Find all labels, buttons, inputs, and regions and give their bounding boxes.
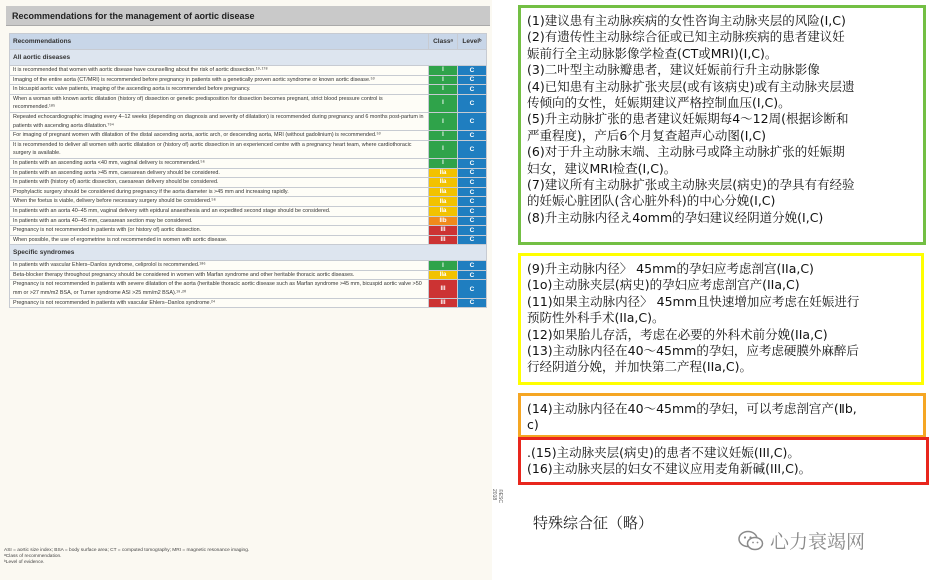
recommendation-text: When possible, the use of ergometrine is not recommended in women with aortic disease. <box>10 235 429 245</box>
recommendation-text: When the foetus is viable, delivery before necessary surgery should be considered.⁵⁶ <box>10 197 429 207</box>
table-row <box>10 261 487 271</box>
text-line: 妇女，建议MRI检查(I,C)。 <box>527 160 677 176</box>
level-badge: C <box>458 226 487 236</box>
table-row <box>10 197 487 207</box>
recommendation-text: Repeated echocardiographic imaging every 4–12 weeks (depending on diagnosis and severity of dilatation) is recommended during pregnancy and 6 months post-partum in patients with ascending aorta dilatation.⁷⁹⁴ <box>10 112 429 130</box>
text-line: (14)主动脉内径在40～45mm的孕妇，可以考虑剖宫产(Ⅱb, <box>527 401 857 416</box>
footnote: ᵃClass of recommendation. <box>4 554 62 559</box>
class-badge: IIa <box>429 168 458 178</box>
text-line: 行经阴道分娩，并加快第二产程(IIa,C)。 <box>527 359 752 375</box>
level-badge: C <box>458 75 487 85</box>
table-row <box>10 280 487 298</box>
text-line: 的妊娠心脏团队(含心脏外科)的中心分娩(I,C) <box>527 193 776 209</box>
table-header <box>10 34 487 50</box>
level-badge: C <box>458 112 487 130</box>
level-badge: C <box>458 131 487 141</box>
level-badge: C <box>458 158 487 168</box>
yellow-box-class-iia <box>518 253 924 385</box>
text-line: (16)主动脉夹层的妇女不建议应用麦角新碱(III,C)。 <box>527 461 812 476</box>
footnote: ᵇLevel of evidence. <box>4 560 45 565</box>
text-line: (13)主动脉内径在40～45mm的孕妇，应考虑硬膜外麻醉后 <box>527 343 859 359</box>
recommendation-text: In patients with vascular Ehlers–Danlos syndrome, celiprolol is recommended.¹⁸⁶ <box>10 261 429 271</box>
class-badge: I <box>429 75 458 85</box>
class-badge: III <box>429 280 458 298</box>
copyright-label: ©ESC 2018 <box>490 489 503 503</box>
recommendation-text: In patients with an ascending aorta <40 mm, vaginal delivery is recommended.⁵⁶ <box>10 158 429 168</box>
table-row <box>10 226 487 236</box>
recommendation-text: When a woman with known aortic dilatation (history of) dissection or genetic predisposition for dissection becomes pregnant, strict blood pressure control is recommended.¹⁸⁵ <box>10 94 429 112</box>
class-badge: IIa <box>429 178 458 188</box>
class-badge: III <box>429 226 458 236</box>
text-line: 预防性外科手术(IIa,C)。 <box>527 310 665 326</box>
class-badge: IIa <box>429 206 458 216</box>
text-line: (2)有遗传性主动脉综合征或已知主动脉疾病的患者建议妊 <box>527 29 845 45</box>
class-badge: IIb <box>429 216 458 226</box>
text-line: (5)升主动脉扩张的患者建议妊娠期每4～12周(根据诊断和 <box>527 111 849 127</box>
recommendation-text: In patients with an aorta 40–45 mm, caesarean section may be considered. <box>10 216 429 226</box>
class-badge: I <box>429 66 458 76</box>
level-badge: C <box>458 140 487 158</box>
recommendation-text: It is recommended that women with aortic disease have counselling about the risk of aortic dissection.¹⁹·¹⁷⁸ <box>10 66 429 76</box>
footnotes <box>4 548 249 566</box>
text-line: (3)二叶型主动脉瓣患者，建议妊娠前行升主动脉影像 <box>527 62 820 78</box>
table-row <box>10 75 487 85</box>
class-badge: I <box>429 94 458 112</box>
table-row <box>10 158 487 168</box>
text-line: (9)升主动脉内径〉 45mm的孕妇应考虑剖宫(IIa,C) <box>527 261 814 276</box>
watermark <box>738 527 865 554</box>
level-badge: C <box>458 94 487 112</box>
class-badge: I <box>429 261 458 271</box>
text-line: 娠前行全主动脉影像学检查(CT或MRI)(I,C)。 <box>527 45 778 61</box>
recommendation-text: Pregnancy is not recommended in patients with severe dilatation of the aorta (heritable thoracic aortic disease such as Marfan syndrome >45 mm, bicuspid aortic valve >50 mm or >27 mm/m2 BSA, or Turner syndrome ASI >25 mm/m2 BSA).¹⁹·²⁰ <box>10 280 429 298</box>
table-row <box>10 206 487 216</box>
recommendation-text: In patients with an ascending aorta >45 mm, caesarean delivery should be considered. <box>10 168 429 178</box>
recommendation-text: In patients with (history of) aortic dissection, caesarean delivery should be considered. <box>10 178 429 188</box>
text-line: (12)如果胎儿存活，考虑在必要的外科术前分娩(IIa,C) <box>527 326 828 342</box>
recommendation-text: It is recommended to deliver all women with aortic dilatation or (history of) aortic dissection in an experienced centre with a pregnancy heart team, where cardiothoracic surgery is available. <box>10 140 429 158</box>
level-badge: C <box>458 178 487 188</box>
recommendation-text: Pregnancy is not recommended in patients with (or history of) aortic dissection. <box>10 226 429 236</box>
text-line: c) <box>527 417 539 432</box>
table-row <box>10 178 487 188</box>
recommendation-text: Imaging of the entire aorta (CT/MRI) is recommended before pregnancy in patients with a genetically proven aortic syndrome or known aortic disease.⁵³ <box>10 75 429 85</box>
recommendation-text: Prophylactic surgery should be considered during pregnancy if the aorta diameter is >45 mm and increasing rapidly. <box>10 187 429 197</box>
class-badge: IIa <box>429 197 458 207</box>
recommendation-text: Pregnancy is not recommended in patients with vascular Ehlers–Danlos syndrome.²⁴ <box>10 298 429 308</box>
watermark-text: 心力衰竭网 <box>770 531 866 553</box>
wechat-icon <box>738 530 764 552</box>
class-badge: I <box>429 131 458 141</box>
level-badge: C <box>458 270 487 280</box>
text-line: .(15)主动脉夹层(病史)的患者不建议妊娠(III,C)。 <box>527 445 800 460</box>
header-class: Classᵃ <box>429 34 458 50</box>
header-level: Levelᵇ <box>458 34 487 50</box>
level-badge: C <box>458 66 487 76</box>
text-line: (8)升主动脉内径え4omm的孕妇建议经阴道分娩(I,C) <box>527 209 824 225</box>
green-box-class-i <box>518 5 926 245</box>
class-badge: III <box>429 235 458 245</box>
table-row <box>10 216 487 226</box>
table-row <box>10 94 487 112</box>
class-badge: I <box>429 85 458 95</box>
level-badge: C <box>458 197 487 207</box>
text-line: (1o)主动脉夹层(病史)的孕妇应考虑剖宫产(IIa,C) <box>527 277 800 293</box>
table-row <box>10 85 487 95</box>
section-header <box>10 245 487 261</box>
recommendation-text: For imaging of pregnant women with dilatation of the distal ascending aorta, aortic arch, or descending aorta, MRI (without gadolinium) is recommended.⁵³ <box>10 131 429 141</box>
table-row <box>10 168 487 178</box>
table-row <box>10 112 487 130</box>
text-line: (1)建议患有主动脉疾病的女性咨询主动脉夹层的风险(I,C) <box>527 13 846 28</box>
text-line: (7)建议所有主动脉扩张或主动脉夹层(病史)的孕具有有经验 <box>527 177 855 193</box>
text-line: (11)如果主动脉内径〉 45mm且快速增加应考虑在妊娠进行 <box>527 293 860 309</box>
section-title: All aortic diseases <box>10 50 487 66</box>
orange-box-class-iib <box>518 393 926 438</box>
class-badge: I <box>429 158 458 168</box>
table-row <box>10 270 487 280</box>
footnote: ASI = aortic size index; BSA = body surface area; CT = computed tomography; MRI = magnetic resonance imaging. <box>4 548 250 553</box>
class-badge: I <box>429 112 458 130</box>
text-line: (4)已知患有主动脉扩张夹层(或有该病史)或有主动脉夹层遗 <box>527 78 855 94</box>
class-badge: III <box>429 298 458 308</box>
table-row <box>10 187 487 197</box>
level-badge: C <box>458 168 487 178</box>
table-row <box>10 66 487 76</box>
table-row <box>10 298 487 308</box>
text-line: 严重程度)，产后6个月复查超声心动图(I,C) <box>527 127 766 143</box>
section-header <box>10 50 487 66</box>
class-badge: IIa <box>429 187 458 197</box>
special-syndromes-note: 特殊综合征（略） <box>533 514 654 532</box>
level-badge: C <box>458 85 487 95</box>
section-title: Specific syndromes <box>10 245 487 261</box>
recommendation-text: In patients with an aorta 40–45 mm, vaginal delivery with epidural anaesthesia and an expedited second stage should be considered. <box>10 206 429 216</box>
level-badge: C <box>458 206 487 216</box>
level-badge: C <box>458 280 487 298</box>
text-line: (6)对于升主动脉末端、主动脉弓或降主动脉扩张的妊娠期 <box>527 144 845 160</box>
level-badge: C <box>458 298 487 308</box>
recommendation-text: In bicuspid aortic valve patients, imaging of the ascending aorta is recommended before pregnancy. <box>10 85 429 95</box>
header-recommendations: Recommendations <box>10 34 429 50</box>
table-row <box>10 235 487 245</box>
table-row <box>10 131 487 141</box>
doc-title: Recommendations for the management of aortic disease <box>6 6 490 26</box>
red-box-class-iii <box>518 437 929 485</box>
table-row <box>10 140 487 158</box>
class-badge: I <box>429 140 458 158</box>
class-badge: IIa <box>429 270 458 280</box>
recommendations-table <box>9 33 487 308</box>
level-badge: C <box>458 216 487 226</box>
level-badge: C <box>458 187 487 197</box>
recommendation-text: Beta-blocker therapy throughout pregnancy should be considered in women with Marfan syndrome and other heritable thoracic aortic diseases. <box>10 270 429 280</box>
level-badge: C <box>458 261 487 271</box>
level-badge: C <box>458 235 487 245</box>
text-line: 传倾向的女性，妊娠期建议严格控制血压(I,C)。 <box>527 95 791 111</box>
